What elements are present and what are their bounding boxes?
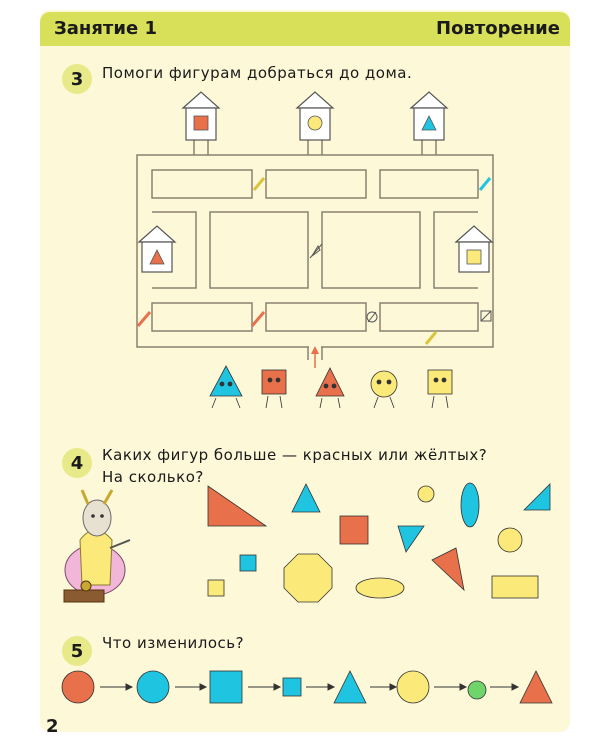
task-3-number: 3 [62,64,92,94]
seq-green-circle [468,681,486,699]
task-5-number: 5 [62,636,92,666]
shape-yellow-circle-small [418,486,434,502]
task-4-text: Каких фигур больше — красных или жёлтых? [102,446,488,464]
maze-block-bot-3 [380,303,478,331]
maze-block-mid-2 [322,212,420,288]
goat-character [64,490,130,602]
shape-yellow-square [208,580,224,596]
house-right-square [456,226,492,272]
shape-yellow-rectangle [492,576,538,598]
shape-yellow-octagon [284,554,332,602]
shape-yellow-ellipse [356,578,404,598]
task-3-text: Помоги фигурам добраться до дома. [102,64,413,82]
seq-yellow-circle [397,671,429,703]
maze-block-mid-1 [210,212,308,288]
seq-red-circle [62,671,94,703]
shape-cyan-triangle-1 [292,484,320,512]
task-4-shapes [208,483,550,602]
house-left-triangle [139,226,175,272]
shape-cyan-ellipse [461,483,479,527]
shape-characters [210,366,452,408]
lesson-label: Занятие 1 [54,18,157,39]
house-square [183,92,219,140]
seq-cyan-square [210,671,242,703]
house-circle [297,92,333,140]
shape-red-triangle [432,548,464,590]
maze-block-top-2 [266,170,366,198]
task-4-number: 4 [62,448,92,478]
shape-cyan-triangle-3 [398,526,424,552]
maze-gates [138,178,491,344]
house-triangle [411,92,447,140]
maze-block-top-1 [152,170,252,198]
seq-red-triangle [520,671,552,703]
task-4-text-line2: На сколько? [102,468,204,486]
maze-block-top-3 [380,170,478,198]
maze-block-bot-1 [152,303,252,331]
section-label: Повторение [436,18,560,39]
seq-cyan-triangle [334,671,366,703]
maze-block-bot-2 [266,303,366,331]
page-number: 2 [46,716,59,737]
shape-cyan-square [240,555,256,571]
shape-red-square [340,516,368,544]
shape-red-right-triangle [208,486,266,526]
maze [137,140,493,360]
seq-cyan-square-small [283,678,301,696]
seq-cyan-circle [137,671,169,703]
entrance-arrow [311,346,319,368]
shape-cyan-triangle-2 [524,484,550,510]
task-5-text: Что изменилось? [102,634,245,652]
shape-yellow-circle [498,528,522,552]
